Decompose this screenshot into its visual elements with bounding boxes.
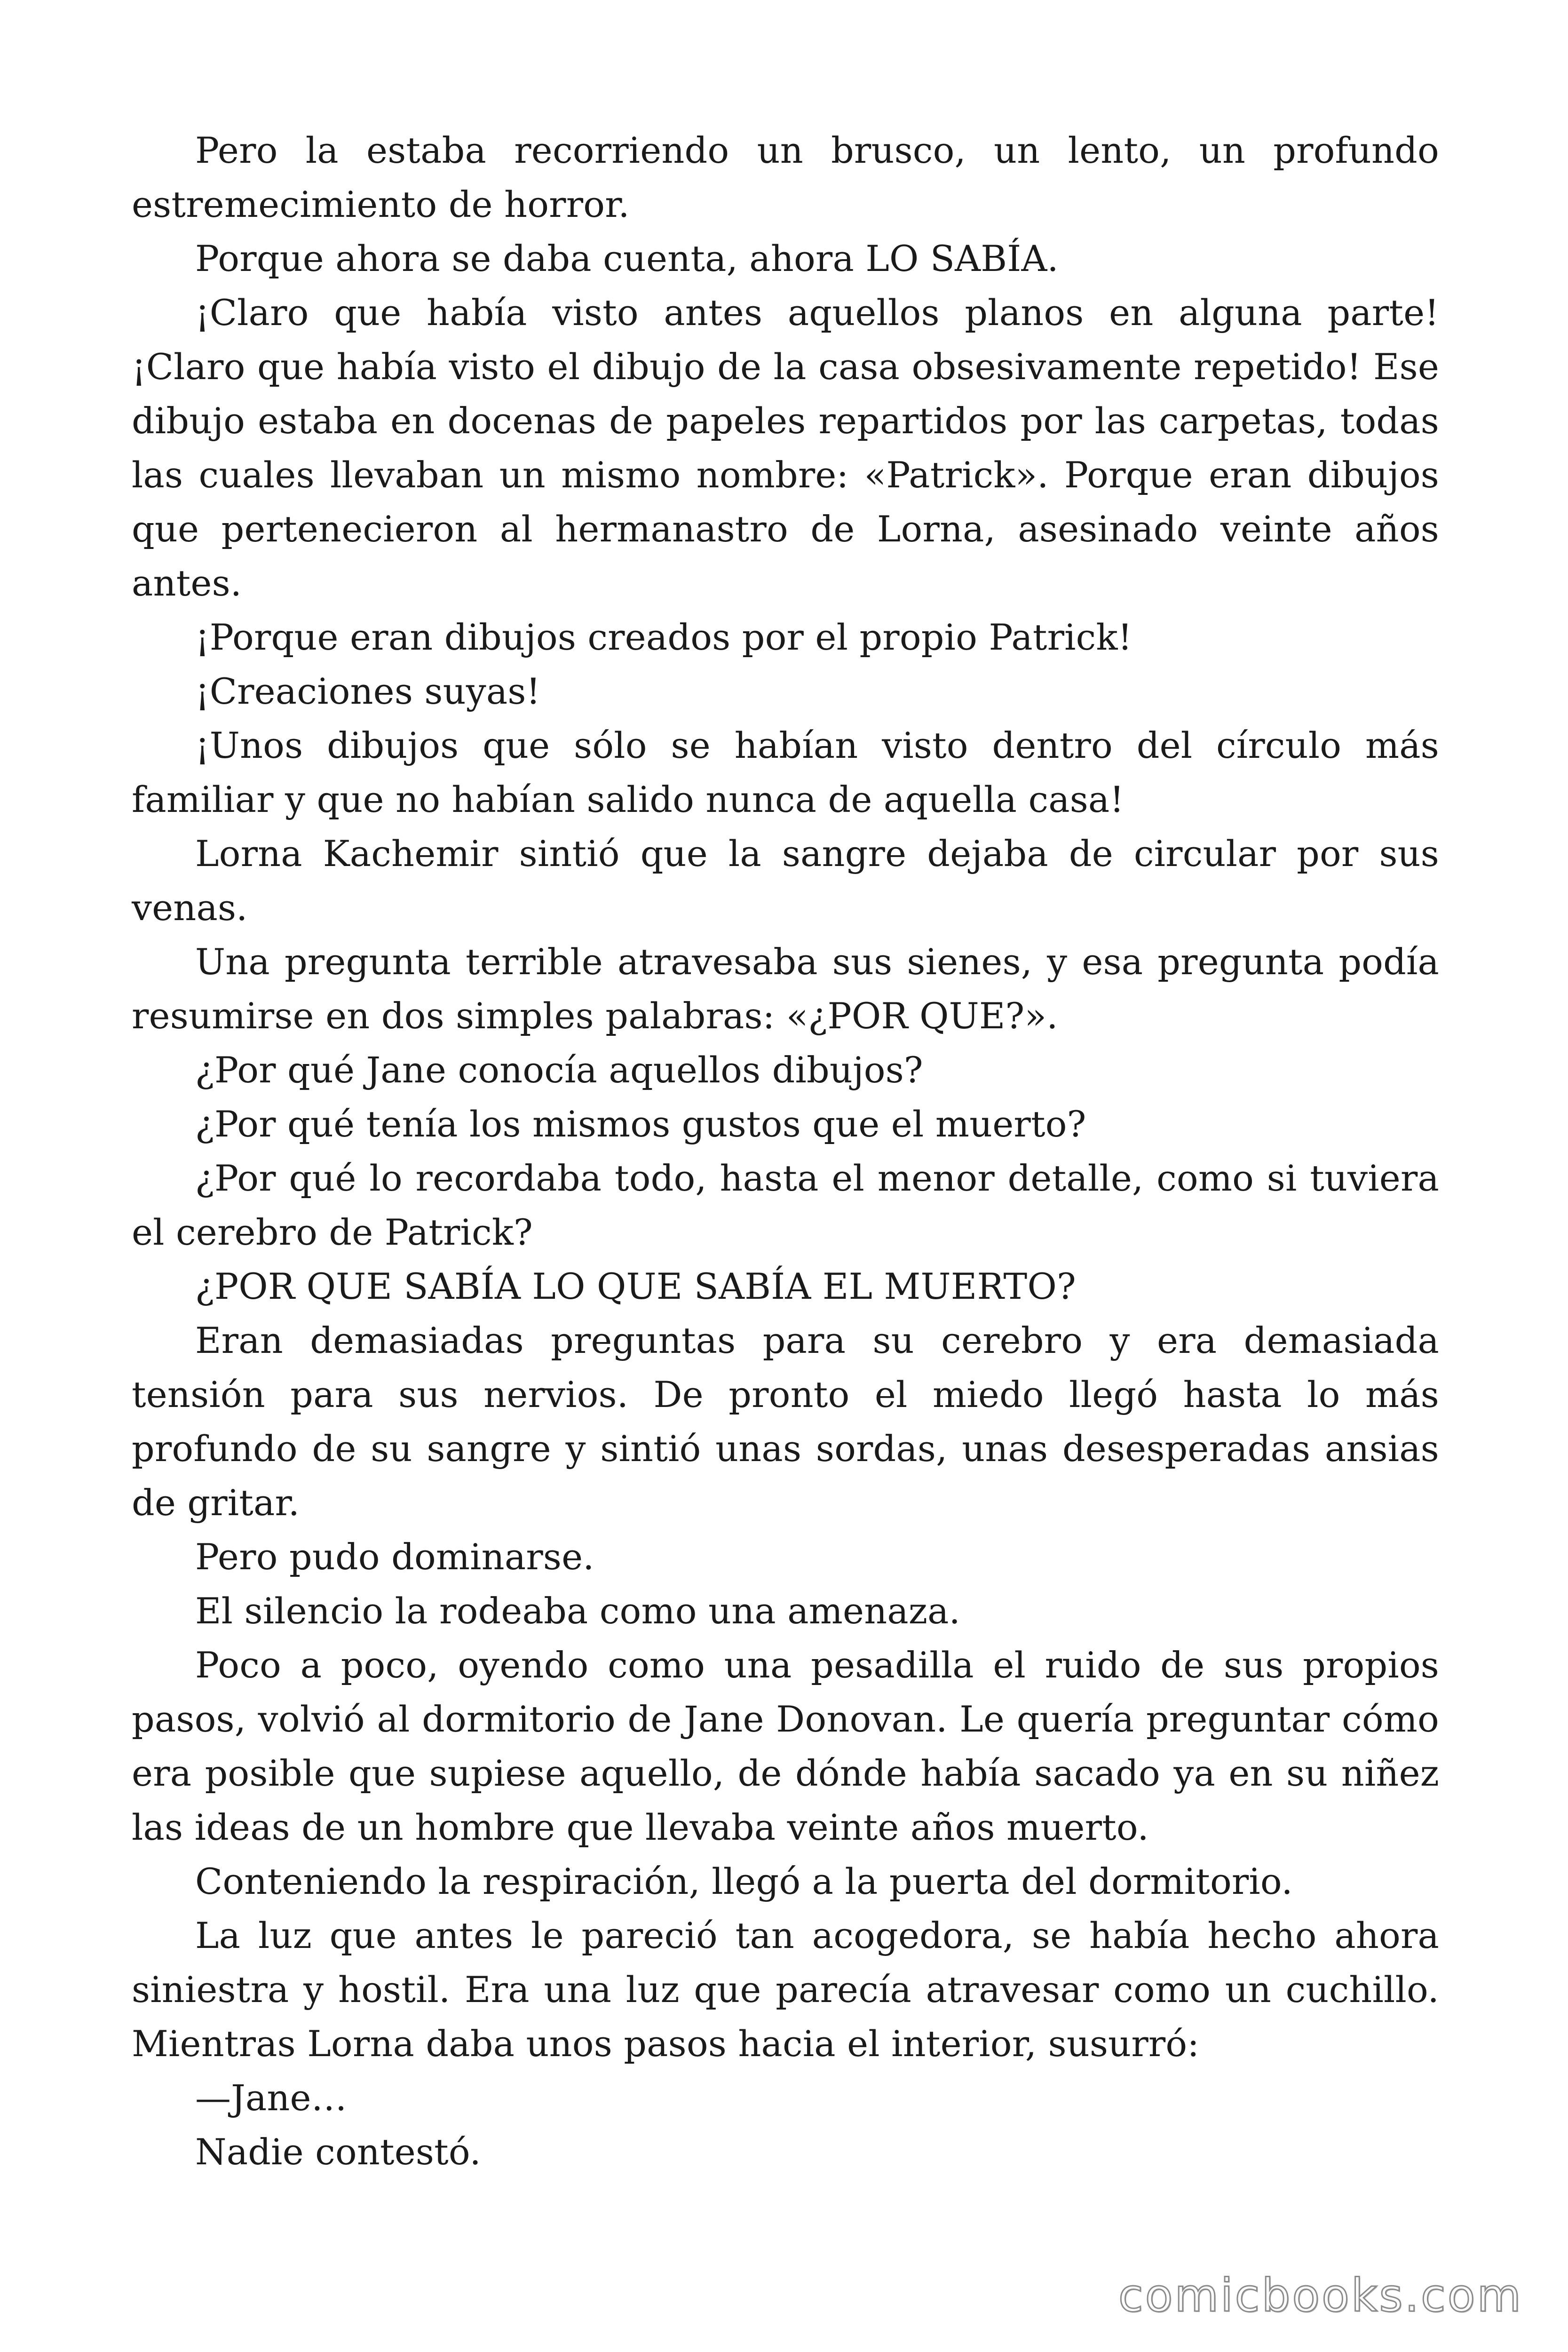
paragraph: Porque ahora se daba cuenta, ahora LO SABÍA.: [195, 238, 1059, 279]
paragraph: La luz que antes le pareció tan acogedora, se había hecho ahora siniestra y hostil. Era una luz que parecía atravesar como un cuchillo. Mientras Lorna daba unos pasos hacia el interior, susurró:: [132, 1915, 1439, 2065]
paragraph: Una pregunta terrible atravesaba sus sienes, y esa pregunta podía resumirse en dos simples palabras: «¿POR QUE?».: [132, 941, 1439, 1037]
paragraph: ¡Creaciones suyas!: [195, 670, 541, 712]
paragraph: Eran demasiadas preguntas para su cerebro y era demasiada tensión para sus nervios. De pronto el miedo llegó hasta lo más profundo de su sangre y sintió unas sordas, unas desesperadas ansias de gritar.: [132, 1319, 1439, 1524]
paragraph: Conteniendo la respiración, llegó a la puerta del dormitorio.: [195, 1860, 1293, 1902]
paragraph: Pero pudo dominarse.: [195, 1536, 594, 1578]
paragraph: ¿Por qué tenía los mismos gustos que el muerto?: [195, 1103, 1086, 1145]
book-page-text: [132, 123, 1439, 2179]
paragraph: ¡Claro que había visto antes aquellos planos en alguna parte! ¡Claro que había visto el dibujo de la casa obsesivamente repetido! Ese dibujo estaba en docenas de papeles repartidos por las carpetas, todas las cuales llevaban un mismo nombre: «Patrick». Porque eran dibujos que pertenecieron al hermanastro de Lorna, asesinado veinte años antes.: [132, 292, 1439, 604]
paragraph: ¿Por qué Jane conocía aquellos dibujos?: [195, 1049, 923, 1091]
paragraph: ¿Por qué lo recordaba todo, hasta el menor detalle, como si tuviera el cerebro de Patrick?: [132, 1157, 1439, 1253]
paragraph: Pero la estaba recorriendo un brusco, un lento, un profundo estremecimiento de horror.: [132, 129, 1439, 225]
paragraph: ¡Porque eran dibujos creados por el propio Patrick!: [195, 616, 1132, 658]
paragraph: Nadie contestó.: [195, 2131, 481, 2173]
paragraph: Lorna Kachemir sintió que la sangre dejaba de circular por sus venas.: [132, 833, 1439, 929]
paragraph: ¡Unos dibujos que sólo se habían visto dentro del círculo más familiar y que no habían salido nunca de aquella casa!: [132, 724, 1439, 820]
paragraph: —Jane…: [195, 2077, 347, 2119]
paragraph: Poco a poco, oyendo como una pesadilla el ruido de sus propios pasos, volvió al dormitorio de Jane Donovan. Le quería preguntar cómo era posible que supiese aquello, de dónde había sacado ya en su niñez las ideas de un hombre que llevaba veinte años muerto.: [132, 1644, 1439, 1848]
watermark-logo: comicbooks.com: [1118, 2269, 1523, 2322]
paragraph: ¿POR QUE SABÍA LO QUE SABÍA EL MUERTO?: [195, 1265, 1076, 1307]
paragraph: El silencio la rodeaba como una amenaza.: [195, 1590, 960, 1632]
